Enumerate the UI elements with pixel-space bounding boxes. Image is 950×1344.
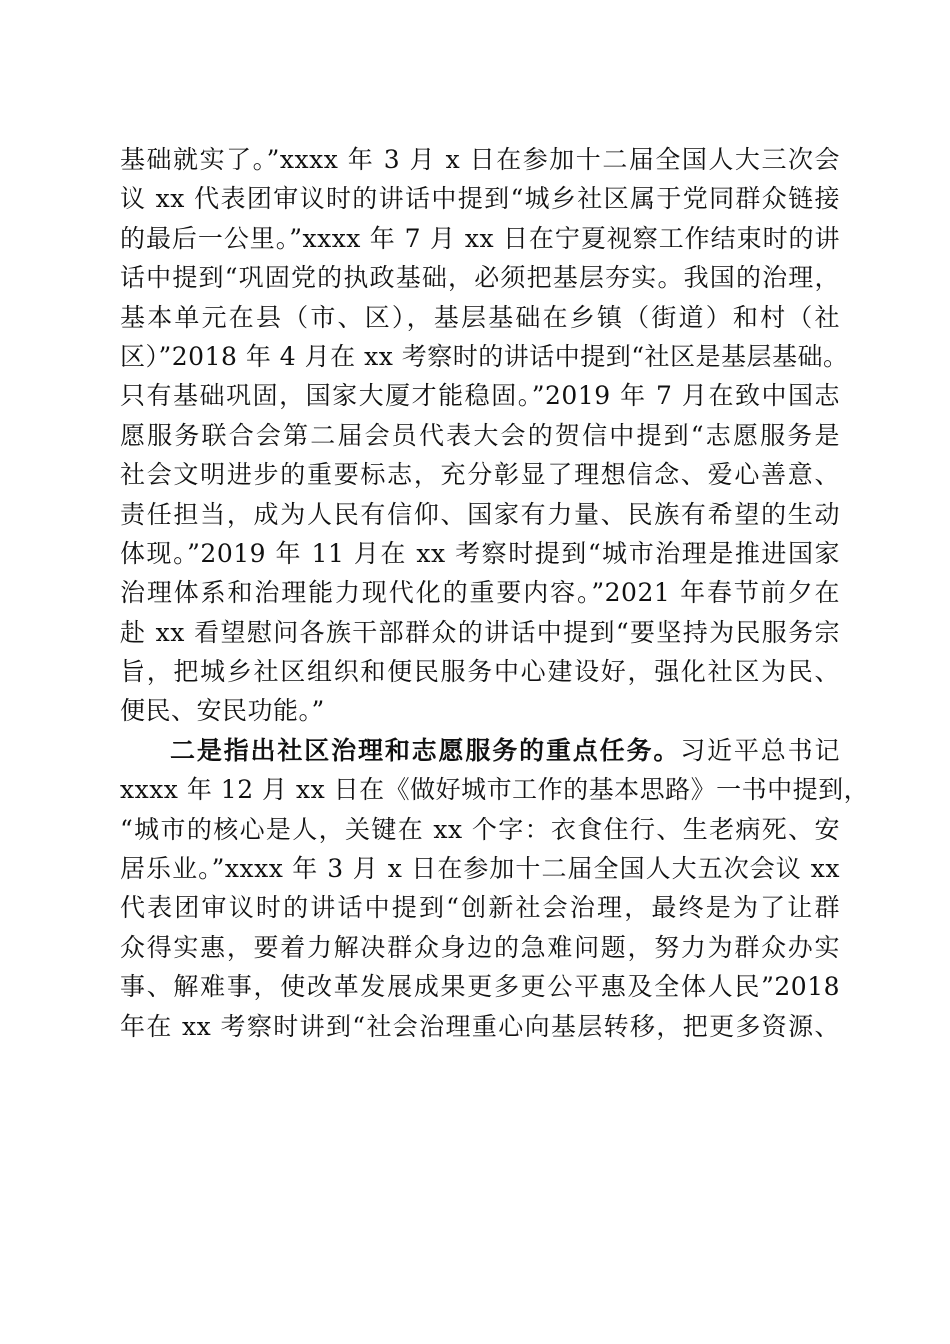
heading-continuation: 习近平总书记 bbox=[680, 735, 840, 765]
text-line: 年在 xx 考察时讲到“社会治理重心向基层转移，把更多资源、 bbox=[120, 1011, 840, 1041]
text-line: 旨，把城乡社区组织和便民服务中心建设好，强化社区为民、 bbox=[120, 657, 840, 687]
text-line: 事、解难事，使改革发展成果更多更公平惠及全体人民”2018 bbox=[120, 972, 840, 1002]
text-line: 议 xx 代表团审议时的讲话中提到“城乡社区属于党同群众链接 bbox=[120, 184, 840, 214]
text-line: 话中提到“巩固党的执政基础，必须把基层夯实。我国的治理， bbox=[120, 263, 840, 293]
text-line: 代表团审议时的讲话中提到“创新社会治理，最终是为了让群 bbox=[120, 893, 840, 923]
text-line: 责任担当，成为人民有信仰、国家有力量、民族有希望的生动 bbox=[120, 499, 840, 529]
paragraph-heading: 二是指出社区治理和志愿服务的重点任务。 bbox=[170, 735, 681, 765]
text-line: 众得实惠，要着力解决群众身边的急难问题，努力为群众办实 bbox=[120, 932, 840, 962]
text-line: 区）”2018 年 4 月在 xx 考察时的讲话中提到“社区是基层基础。 bbox=[120, 341, 849, 371]
paragraph-first-line bbox=[120, 731, 840, 770]
text-line: 只有基础巩固，国家大厦才能稳固。”2019 年 7 月在致中国志 bbox=[120, 381, 840, 411]
text-line: xxxx 年 12 月 xx 日在《做好城市工作的基本思路》一书中提到， bbox=[120, 775, 870, 805]
text-line: 便民、安民功能。” bbox=[120, 696, 325, 726]
text-line: 体现。”2019 年 11 月在 xx 考察时提到“城市治理是推进国家 bbox=[120, 538, 840, 568]
text-line: 基础就实了。”xxxx 年 3 月 x 日在参加十二届全国人大三次会 bbox=[120, 145, 840, 174]
text-line: 愿服务联合会第二届会员代表大会的贺信中提到“志愿服务是 bbox=[120, 420, 840, 450]
text-line: 的最后一公里。”xxxx 年 7 月 xx 日在宁夏视察工作结束时的讲 bbox=[120, 223, 840, 253]
body-text bbox=[120, 140, 870, 1046]
text-line: 社会文明进步的重要标志，充分彰显了理想信念、爱心善意、 bbox=[120, 460, 840, 490]
text-line: 居乐业。”xxxx 年 3 月 x 日在参加十二届全国人大五次会议 xx bbox=[120, 854, 840, 884]
text-line: 治理体系和治理能力现代化的重要内容。”2021 年春节前夕在 bbox=[120, 578, 840, 608]
text-line: 基本单元在县（市、区），基层基础在乡镇（街道）和村（社 bbox=[120, 302, 840, 332]
text-line: 赴 xx 看望慰问各族干部群众的讲话中提到“要坚持为民服务宗 bbox=[120, 617, 840, 647]
text-line: “城市的核心是人，关键在 xx 个字：衣食住行、生老病死、安 bbox=[120, 814, 840, 844]
